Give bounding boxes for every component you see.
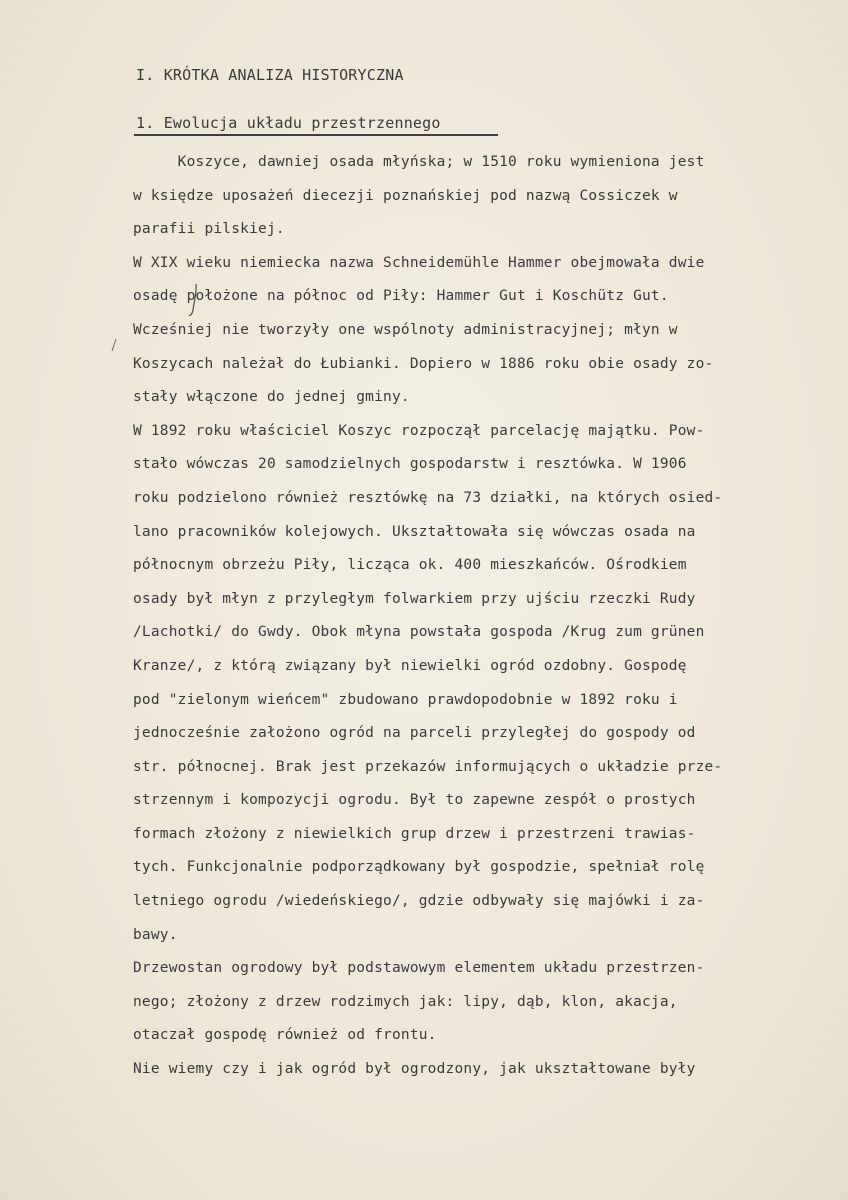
section-heading: 1. Ewolucja układu przestrzennego (136, 114, 441, 132)
text-line: W 1892 roku właściciel Koszyc rozpoczął parcelację majątku. Pow- (133, 422, 705, 439)
text-line: północnym obrzeżu Piły, licząca ok. 400 mieszkańców. Ośrodkiem (133, 557, 687, 574)
text-line: Wcześniej nie tworzyły one wspólnoty administracyjnej; młyn w (133, 321, 678, 338)
text-line: otaczał gospodę również od frontu. (133, 1027, 437, 1044)
section-heading-underline (134, 134, 498, 136)
text-line: stało wówczas 20 samodzielnych gospodarstw i resztówka. W 1906 (133, 456, 687, 473)
text-line: pod "zielonym wieńcem" zbudowano prawdopodobnie w 1892 roku i (133, 691, 678, 708)
text-line: Koszycach należał do Łubianki. Dopiero w 1886 roku obie osady zo- (133, 355, 714, 372)
text-line: formach złożony z niewielkich grup drzew i przestrzeni trawias- (133, 825, 696, 842)
text-line: w księdze uposażeń diecezji poznańskiej pod nazwą Cossiczek w (133, 187, 678, 204)
text-line: tych. Funkcjonalnie podporządkowany był gospodzie, spełniał rolę (133, 859, 705, 876)
text-line: stały włączone do jednej gminy. (133, 389, 410, 406)
text-line: jednocześnie założono ogród na parceli przyległej do gospody od (133, 725, 696, 742)
text-line: lano pracowników kolejowych. Ukształtowała się wówczas osada na (133, 523, 696, 540)
body-text (133, 146, 833, 1087)
text-line: W XIX wieku niemiecka nazwa Schneidemühle Hammer obejmowała dwie (133, 254, 705, 271)
text-line: Nie wiemy czy i jak ogród był ogrodzony, jak ukształtowane były (133, 1061, 696, 1078)
text-line: osady był młyn z przyległym folwarkiem przy ujściu rzeczki Rudy (133, 590, 696, 607)
text-line: Koszyce, dawniej osada młyńska; w 1510 roku wymieniona jest (133, 154, 705, 170)
text-line: Drzewostan ogrodowy był podstawowym elementem układu przestrzen- (133, 960, 705, 977)
handwritten-correction-mark (188, 282, 200, 318)
text-line: /Lachotki/ do Gwdy. Obok młyna powstała gospoda /Krug zum grünen (133, 624, 705, 641)
text-line: osadę położone na północ od Piły: Hammer Gut i Koschütz Gut. (133, 288, 669, 305)
text-line: roku podzielono również resztówkę na 73 działki, na których osied- (133, 489, 723, 506)
text-line: parafii pilskiej. (133, 221, 285, 238)
text-line: bawy. (133, 926, 178, 943)
text-line: nego; złożony z drzew rodzimych jak: lipy, dąb, klon, akacja, (133, 993, 678, 1010)
text-line: str. północnej. Brak jest przekazów informujących o układzie prze- (133, 758, 723, 775)
text-line: letniego ogrodu /wiedeńskiego/, gdzie odbywały się majówki i za- (133, 893, 705, 910)
chapter-heading: I. KRÓTKA ANALIZA HISTORYCZNA (136, 66, 404, 84)
margin-pencil-mark (110, 338, 118, 352)
text-line: Kranze/, z którą związany był niewielki ogród ozdobny. Gospodę (133, 657, 687, 674)
text-line: strzennym i kompozycji ogrodu. Był to zapewne zespół o prostych (133, 792, 696, 809)
